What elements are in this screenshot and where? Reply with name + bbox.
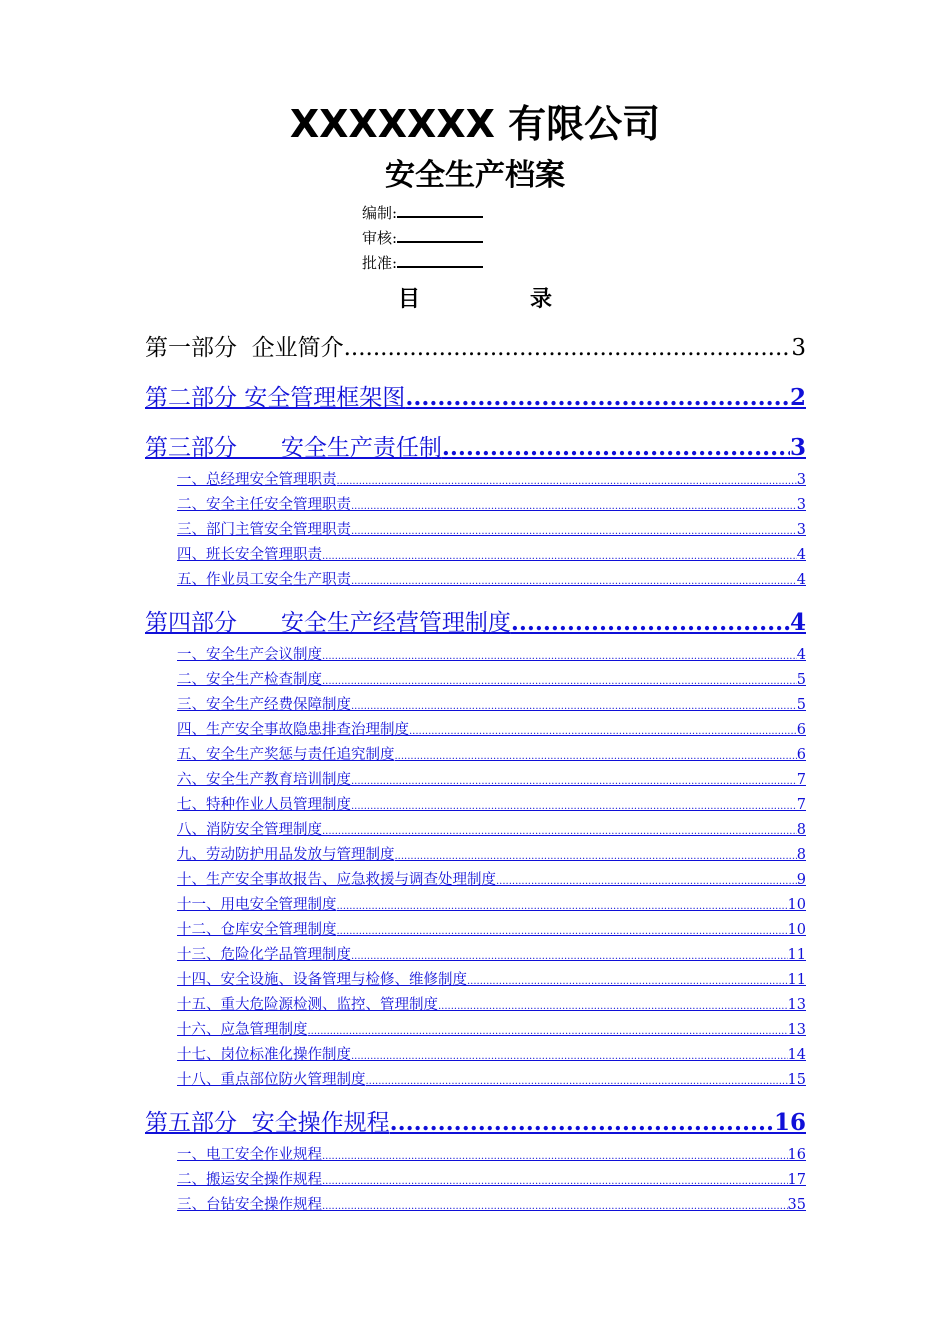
toc-entry-label: 三、台钻安全操作规程: [177, 1197, 322, 1213]
toc-leader-dots: [351, 520, 797, 542]
toc-subentry[interactable]: [177, 570, 806, 592]
toc-page-number: 3: [796, 497, 806, 513]
toc-entry-label: 二、安全主任安全管理职责: [177, 497, 351, 513]
toc-leader-dots: [322, 670, 797, 692]
toc-section-entry[interactable]: [145, 433, 806, 463]
sign-label-approver: 批准:: [362, 254, 398, 272]
toc-page-number: 9: [796, 872, 806, 888]
toc-leader-dots: [351, 770, 797, 792]
sign-label-reviewer: 审核:: [362, 229, 398, 247]
toc-subentry[interactable]: [177, 545, 806, 567]
toc-page-number: 5: [796, 672, 806, 688]
toc-entry-label: 四、生产安全事故隐患排查治理制度: [177, 722, 409, 738]
toc-entry-label: 一、总经理安全管理职责: [177, 472, 337, 488]
toc-entry-label: 第一部分 企业简介: [145, 335, 344, 361]
toc-entry-label: 五、作业员工安全生产职责: [177, 572, 351, 588]
company-title: XXXXXXX 有限公司: [289, 102, 661, 146]
toc-leader-dots: [322, 1195, 788, 1217]
toc-leader-dots: [322, 820, 797, 842]
toc-page-number: 4: [789, 609, 806, 636]
toc-subentry[interactable]: [177, 770, 806, 792]
toc-subentry[interactable]: [177, 845, 806, 867]
toc-page-number: 2: [789, 384, 806, 411]
toc-subentry[interactable]: [177, 695, 806, 717]
toc-entry-label: 九、劳动防护用品发放与管理制度: [177, 847, 395, 863]
toc-section-entry[interactable]: [145, 383, 806, 413]
toc-page-number: 16: [787, 1147, 806, 1163]
toc-leader-dots: [351, 945, 788, 967]
toc-subentry[interactable]: [177, 1170, 806, 1192]
toc-subentry[interactable]: [177, 1070, 806, 1092]
toc-leader-dots: [337, 920, 788, 942]
toc-leader-dots: [438, 995, 788, 1017]
toc-entry-label: 三、部门主管安全管理职责: [177, 522, 351, 538]
toc-page-number: 3: [796, 522, 806, 538]
toc-title-char-2: 录: [530, 287, 553, 312]
toc-leader-dots: [344, 333, 792, 363]
toc-leader-dots: [351, 795, 797, 817]
toc-page-number: 6: [796, 722, 806, 738]
toc-entry-label: 十三、危险化学品管理制度: [177, 947, 351, 963]
toc-entry-label: 四、班长安全管理职责: [177, 547, 322, 563]
sign-blank-reviewer: [397, 226, 483, 243]
sign-label-compiler: 编制:: [362, 204, 398, 222]
toc-subentry[interactable]: [177, 670, 806, 692]
toc-subentry[interactable]: [177, 795, 806, 817]
toc-subentry[interactable]: [177, 970, 806, 992]
toc-leader-dots: [395, 745, 797, 767]
toc-page-number: 6: [796, 747, 806, 763]
toc-page-number: 14: [787, 1047, 806, 1063]
toc-entry-label: 第三部分 安全生产责任制: [145, 435, 442, 461]
toc-page-number: 15: [787, 1072, 806, 1088]
toc-page-number: 5: [796, 697, 806, 713]
toc-title: [0, 285, 950, 315]
toc-leader-dots: [322, 1170, 788, 1192]
toc-page-number: 8: [796, 847, 806, 863]
toc-page-number: 17: [787, 1172, 806, 1188]
toc-leader-dots: [511, 608, 790, 638]
toc-subentry[interactable]: [177, 1195, 806, 1217]
toc-leader-dots: [442, 433, 790, 463]
toc-entry-label: 第五部分 安全操作规程: [145, 1110, 390, 1136]
toc-subentry[interactable]: [177, 995, 806, 1017]
toc-section-entry: [145, 333, 806, 363]
toc-page-number: 3: [791, 335, 806, 361]
toc-subentry[interactable]: [177, 820, 806, 842]
toc-entry-label: 十七、岗位标准化操作制度: [177, 1047, 351, 1063]
toc-section-entry[interactable]: [145, 608, 806, 638]
toc-leader-dots: [351, 1045, 788, 1067]
toc-subentry[interactable]: [177, 895, 806, 917]
toc-page-number: 3: [789, 434, 806, 461]
toc-entry-label: 三、安全生产经费保障制度: [177, 697, 351, 713]
toc-leader-dots: [366, 1070, 788, 1092]
toc-leader-dots: [351, 570, 797, 592]
toc-subentry[interactable]: [177, 470, 806, 492]
toc-subentry[interactable]: [177, 870, 806, 892]
toc-entry-label: 一、电工安全作业规程: [177, 1147, 322, 1163]
toc-page-number: 4: [796, 647, 806, 663]
toc-subentry[interactable]: [177, 920, 806, 942]
sign-blank-approver: [397, 251, 483, 268]
toc-leader-dots: [322, 545, 797, 567]
toc-entry-label: 六、安全生产教育培训制度: [177, 772, 351, 788]
document-title: 安全生产档案: [385, 158, 565, 193]
toc-page-number: 11: [787, 947, 806, 963]
toc-page-number: 8: [796, 822, 806, 838]
sign-blank-compiler: [397, 201, 483, 218]
toc-entry-label: 十五、重大危险源检测、监控、管理制度: [177, 997, 438, 1013]
toc-entry-label: 二、搬运安全操作规程: [177, 1172, 322, 1188]
toc-entry-label: 十四、安全设施、设备管理与检修、维修制度: [177, 972, 467, 988]
toc-leader-dots: [409, 720, 797, 742]
toc-leader-dots: [322, 645, 797, 667]
toc-entry-label: 七、特种作业人员管理制度: [177, 797, 351, 813]
sign-field-compiler: [362, 201, 483, 223]
toc-page-number: 13: [787, 1022, 806, 1038]
toc-leader-dots: [395, 845, 797, 867]
toc-subentry[interactable]: [177, 745, 806, 767]
toc-entry-label: 十、生产安全事故报告、应急救援与调查处理制度: [177, 872, 496, 888]
toc-page-number: 10: [787, 897, 806, 913]
toc-leader-dots: [390, 1108, 774, 1138]
toc-entry-label: 八、消防安全管理制度: [177, 822, 322, 838]
toc-subentry[interactable]: [177, 1045, 806, 1067]
toc-page-number: 35: [787, 1197, 806, 1213]
toc-entry-label: 二、安全生产检查制度: [177, 672, 322, 688]
toc-entry-label: 第二部分 安全管理框架图: [145, 385, 406, 411]
toc-entry-label: 十六、应急管理制度: [177, 1022, 308, 1038]
toc-page-number: 7: [796, 772, 806, 788]
sign-field-reviewer: [362, 226, 483, 248]
toc-entry-label: 十二、仓库安全管理制度: [177, 922, 337, 938]
toc-subentry[interactable]: [177, 645, 806, 667]
toc-entry-label: 第四部分 安全生产经营管理制度: [145, 610, 511, 636]
toc-leader-dots: [351, 695, 797, 717]
toc-leader-dots: [337, 470, 797, 492]
toc-page-number: 16: [773, 1109, 806, 1136]
toc-section-entry[interactable]: [145, 1108, 806, 1138]
toc-subentry[interactable]: [177, 1145, 806, 1167]
toc-leader-dots: [467, 970, 788, 992]
toc-leader-dots: [405, 383, 790, 413]
toc-subentry[interactable]: [177, 945, 806, 967]
toc-title-char-1: 目: [397, 287, 420, 312]
toc-page-number: 10: [787, 922, 806, 938]
toc-subentry[interactable]: [177, 495, 806, 517]
toc-page-number: 4: [796, 572, 806, 588]
toc-subentry[interactable]: [177, 520, 806, 542]
toc-page-number: 4: [796, 547, 806, 563]
toc-entry-label: 五、安全生产奖惩与责任追究制度: [177, 747, 395, 763]
toc-subentry[interactable]: [177, 720, 806, 742]
toc-entry-label: 一、安全生产会议制度: [177, 647, 322, 663]
toc-page-number: 13: [787, 997, 806, 1013]
toc-page-number: 11: [787, 972, 806, 988]
toc-entry-label: 十八、重点部位防火管理制度: [177, 1072, 366, 1088]
toc-leader-dots: [322, 1145, 788, 1167]
toc-page-number: 7: [796, 797, 806, 813]
toc-leader-dots: [496, 870, 797, 892]
toc-leader-dots: [308, 1020, 788, 1042]
toc-leader-dots: [351, 495, 797, 517]
toc-entry-label: 十一、用电安全管理制度: [177, 897, 337, 913]
toc-subentry[interactable]: [177, 1020, 806, 1042]
toc-page-number: 3: [796, 472, 806, 488]
toc-leader-dots: [337, 895, 788, 917]
sign-field-approver: [362, 251, 483, 273]
